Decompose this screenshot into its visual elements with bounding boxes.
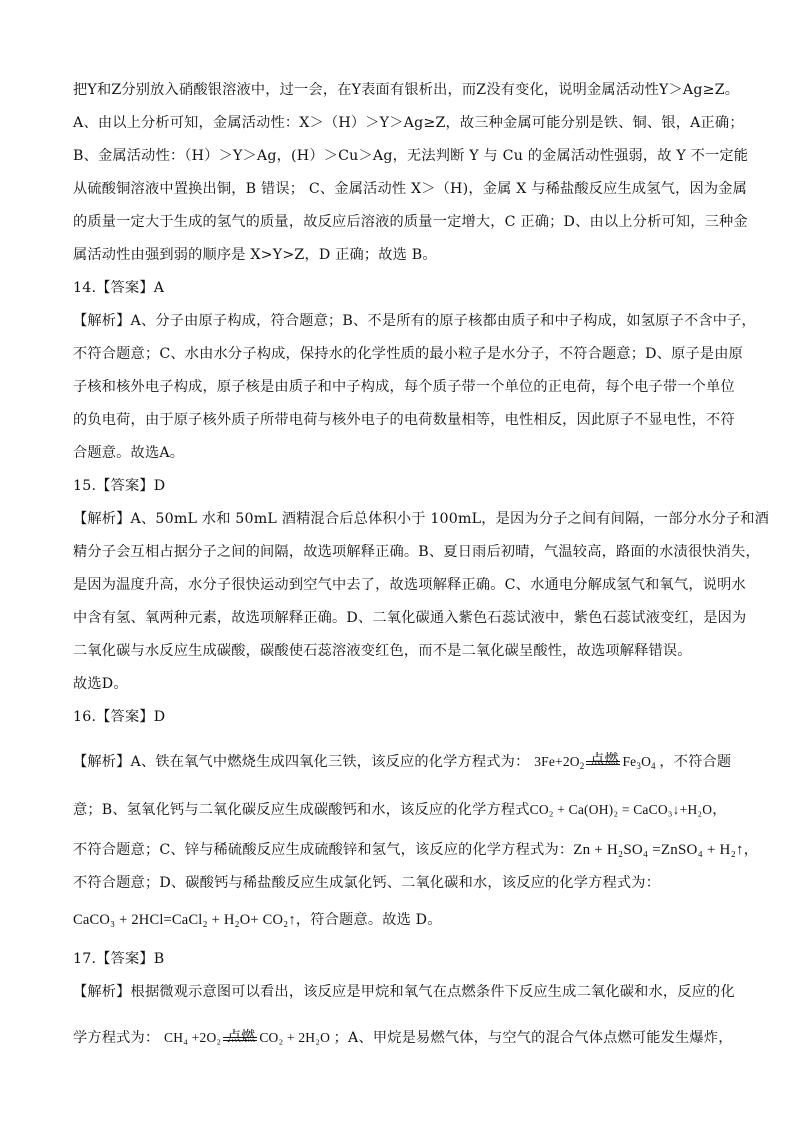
text-line: 【解析】根据微观示意图可以看出，该反应是甲烷和氧气在点燃条件下反应生成二氧化碳和水，反应的化 xyxy=(73,984,735,1000)
q16-line-3: 不符合题意；C、锌与稀硫酸反应生成硫酸锌和氢气，该反应的化学方程式为：Zn + H₂SO₄ =ZnSO₄ + H₂↑， xyxy=(73,842,759,858)
text-line: 是因为温度升高，水分子很快运动到空气中去了，故选项解释正确。C、水通电分解成氢气和氧气，说明水 xyxy=(73,577,746,593)
text-line: 二氧化碳与水反应生成碳酸，碳酸使石蕊溶液变红色，而不是二氧化碳呈酸性，故选项解释错误。 xyxy=(73,643,692,659)
q16-line-5 xyxy=(73,900,723,943)
equation-calcium-carbonate: CaCO₃ + 2HCl=CaCl₂ + H₂O+ CO₂↑ xyxy=(73,912,296,928)
text-line: 中含有氢、氧两种元素，故选项解释正确。D、二氧化碳通入紫色石蕊试液中，紫色石蕊试液变红，是因为 xyxy=(73,610,747,626)
q16-text: 不符合题意；C、锌与稀硫酸反应生成硫酸锌和氢气，该反应的化学方程式为： xyxy=(73,842,574,858)
reaction-condition-mark: 点燃 xyxy=(586,756,620,770)
q16-text: ，不符合题 xyxy=(659,754,732,770)
q16-text: 意；B、氢氧化钙与二氧化碳反应生成碳酸钙和水，该反应的化学方程式 xyxy=(73,802,530,818)
q16-text: 【解析】A、铁在氧气中燃烧生成四氧化三铁，该反应的化学方程式为： xyxy=(73,754,530,770)
answer-heading-16: 16.【答案】D xyxy=(73,709,166,725)
q16-text: ，符合题意。故选 D。 xyxy=(295,912,442,928)
answer-heading-17: 17.【答案】B xyxy=(73,951,165,967)
text-line: 精分子会互相占据分子之间的间隔，故选项解释正确。B、夏日雨后初晴，气温较高，路面的水渍很快消失， xyxy=(73,544,760,560)
text-line: 的质量一定大于生成的氢气的质量，故反应后溶液的质量一定增大，C 正确；D、由以上分析可知，三种金 xyxy=(73,214,748,230)
text-line: A、由以上分析可知，金属活动性：X＞（H）＞Y＞Ag≥Z，故三种金属可能分别是铁、铜、银，A正确； xyxy=(73,115,744,131)
text-line: 从硫酸铜溶液中置换出铜，B 错误； C、金属活动性 X＞（H)，金属 X 与稀盐酸反应生成氢气，因为金属 xyxy=(73,181,748,197)
document-page xyxy=(73,74,770,1057)
q16-line-1 xyxy=(73,734,732,782)
reaction-condition-mark: 点燃 xyxy=(223,1032,257,1046)
q17-line-2 xyxy=(73,1009,733,1057)
text-line: 子核和核外电子构成，原子核是由质子和中子构成，每个质子带一个单位的正电荷，每个电子带一个单位 xyxy=(73,379,735,395)
answer-heading-14: 14.【答案】A xyxy=(73,280,165,296)
text-line: 把Y和Z分别放入硝酸银溶液中，过一会，在Y表面有银析出，而Z没有变化，说明金属活动性Y＞Ag≥Z。 xyxy=(73,82,740,98)
text-line: 不符合题意；C、水由水分子构成，保持水的化学性质的最小粒子是水分子，不符合题意；D、原子是由原 xyxy=(73,346,744,362)
text-line: B、金属活动性：（H）＞Y＞Ag，(H）＞Cu＞Ag，无法判断 Y 与 Cu 的金属活动性强弱，故 Y 不一定能 xyxy=(73,148,749,164)
q16-line-4: 不符合题意；D、碳酸钙与稀盐酸反应生成氯化钙、二氧化碳和水，该反应的化学方程式为： xyxy=(73,875,661,891)
text-line: 属活动性由强到弱的顺序是 X>Y>Z，D 正确；故选 B。 xyxy=(73,247,437,263)
q17-text: 学方程式为： xyxy=(73,1030,160,1046)
text-line: 【解析】A、分子由原子构成，符合题意；B、不是所有的原子核都由质子和中子构成，如氢原子不含中子， xyxy=(73,313,756,329)
q16-line-2: 意；B、氢氧化钙与二氧化碳反应生成碳酸钙和水，该反应的化学方程式CO₂ + Ca(OH)₂ = CaCO₃↓+H₂O， xyxy=(73,802,727,818)
equation-iron-oxygen: $3Fe+2O_2$ 点燃 $Fe_3O_4$ xyxy=(534,751,656,771)
text-line: 【解析】A、50mL 水和 50mL 酒精混合后总体积小于 100mL，是因为分子之间有间隔，一部分水分子和酒 xyxy=(73,511,770,527)
text-line: 的负电荷，由于原子核外质子所带电荷与核外电子的电荷数量相等，电性相反，因此原子不显电性，不符 xyxy=(73,412,735,428)
equation-methane-combustion: CH₄ +2O₂ 点燃 CO₂ + 2H₂O xyxy=(164,1028,331,1045)
q17-text: ；A、甲烷是易燃气体，与空气的混合气体点燃可能发生爆炸， xyxy=(333,1030,733,1046)
text-line: 合题意。故选A。 xyxy=(73,445,185,461)
equation-calcium-hydroxide: CO₂ + Ca(OH)₂ = CaCO₃↓+H₂O xyxy=(529,802,713,817)
text-line: 故选D。 xyxy=(73,676,128,692)
equation-zinc-sulfuric: Zn + H₂SO₄ =ZnSO₄ + H₂↑ xyxy=(573,842,744,858)
answer-heading-15: 15.【答案】D xyxy=(73,478,166,494)
